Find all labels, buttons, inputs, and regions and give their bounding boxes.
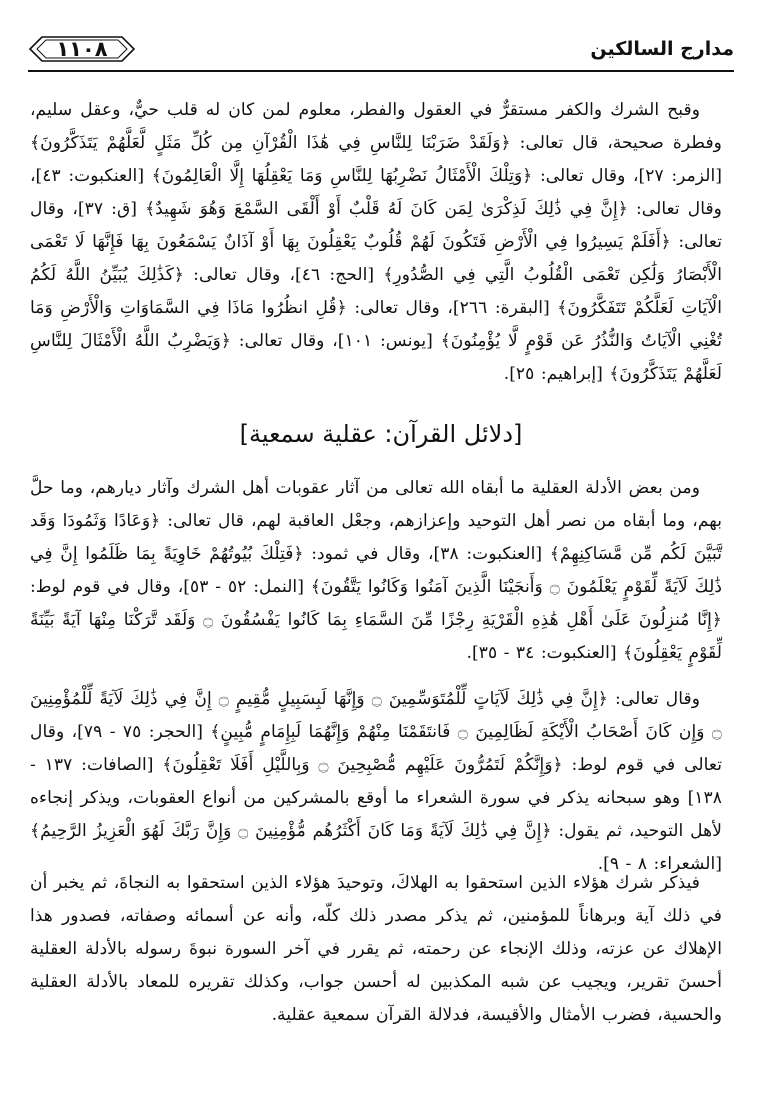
header-rule — [28, 70, 734, 72]
page-number: ١١٠٨ — [56, 37, 108, 61]
section-heading: [دلائل القرآن: عقلية سمعية] — [239, 420, 523, 448]
page-number-box — [28, 34, 136, 64]
paragraph-4: فيذكر شرك هؤلاء الذين استحقوا به الهلاكَ، وتوحيدَ هؤلاء الذين استحقوا به النجاةَ، ثم يخبر أن في ذلك آية وبرهاناً للمؤمنين، ثم يذكر مصدر ذلك كلّه، وأنه عن أسمائه وصفاته، فصدور هذا الإهلاك عن عزته، وذلك الإنجاء عن رحمته، ثم يقرر في آخر السورة نبوةَ رسوله بالأدلة العقلية أحسنَ تقرير، ويجيب عن شبه المكذبين له أحسن جواب، وكذلك تقريره للمعاد بالأدلة العقلية والحسية، فضرب الأمثال والأقيسة، فدلالة القرآن سمعية عقلية. — [30, 873, 722, 1025]
page-header — [28, 28, 734, 72]
paragraph-2: ومن بعض الأدلة العقلية ما أبقاه الله تعالى من آثار عقوبات أهل الشرك وآثار ديارهم، وما حلَّ بهم، وما أبقاه من نصر أهل التوحيد وإعزازهم، وجعْل العاقبة لهم، قال تعالى: ﴿وَعَادًا وَثَمُودَا وَقَد تَّبَيَّنَ لَكُم مِّن مَّسَاكِنِهِمْ﴾ [العنكبوت: ٣٨]، وقال في ثمود: ﴿فَتِلْكَ بُيُوتُهُمْ خَاوِيَةً بِمَا ظَلَمُوا إِنَّ فِي ذَٰلِكَ لَآيَةً لِّقَوْمٍ يَعْلَمُونَ ۝ وَأَنجَيْنَا الَّذِينَ آمَنُوا وَكَانُوا يَتَّقُونَ﴾ [النمل: ٥٢ - ٥٣]، وقال في قوم لوط: ﴿إِنَّا مُنزِلُونَ عَلَىٰ أَهْلِ هَٰذِهِ الْقَرْيَةِ رِجْزًا مِّنَ السَّمَاءِ بِمَا كَانُوا يَفْسُقُونَ ۝ وَلَقَد تَّرَكْنَا مِنْهَا آيَةً بَيِّنَةً لِّقَوْمٍ يَعْقِلُونَ﴾ [العنكبوت: ٣٤ - ٣٥]. — [30, 478, 723, 663]
paragraph-1: وقبح الشرك والكفر مستقرٌّ في العقول والفطر، معلوم لمن كان له قلب حيٌّ، وعقل سليم، وفطرة صحيحة، قال تعالى: ﴿وَلَقَدْ ضَرَبْنَا لِلنَّاسِ فِي هَٰذَا الْقُرْآنِ مِن كُلِّ مَثَلٍ لَّعَلَّهُمْ يَتَذَكَّرُونَ﴾ [الزمر: ٢٧]، وقال تعالى: ﴿وَتِلْكَ الْأَمْثَالُ نَضْرِبُهَا لِلنَّاسِ وَمَا يَعْقِلُهَا إِلَّا الْعَالِمُونَ﴾ [العنكبوت: ٤٣]، وقال تعالى: ﴿إِنَّ فِي ذَٰلِكَ لَذِكْرَىٰ لِمَن كَانَ لَهُ قَلْبٌ أَوْ أَلْقَى السَّمْعَ وَهُوَ شَهِيدٌ﴾ [ق: ٣٧]، وقال تعالى: ﴿أَفَلَمْ يَسِيرُوا فِي الْأَرْضِ فَتَكُونَ لَهُمْ قُلُوبٌ يَعْقِلُونَ بِهَا أَوْ آذَانٌ يَسْمَعُونَ بِهَا فَإِنَّهَا لَا تَعْمَى الْأَبْصَارُ وَلَٰكِن تَعْمَى الْقُلُوبُ الَّتِي فِي الصُّدُورِ﴾ [الحج: ٤٦]، وقال تعالى: ﴿كَذَٰلِكَ يُبَيِّنُ اللَّهُ لَكُمُ الْآيَاتِ لَعَلَّكُمْ تَتَفَكَّرُونَ﴾ [البقرة: ٢٦٦]، وقال تعالى: ﴿قُلِ انظُرُوا مَاذَا فِي السَّمَاوَاتِ وَالْأَرْضِ وَمَا تُغْنِي الْآيَاتُ وَالنُّذُرُ عَن قَوْمٍ لَّا يُؤْمِنُونَ﴾ [يونس: ١٠١]، وقال تعالى: ﴿وَيَضْرِبُ اللَّهُ الْأَمْثَالَ لِلنَّاسِ لَعَلَّهُمْ يَتَذَكَّرُونَ﴾ [إبراهيم: ٢٥]. — [30, 100, 722, 384]
running-title: مدارج السالكين — [590, 38, 734, 60]
paragraph-3: وقال تعالى: ﴿إِنَّ فِي ذَٰلِكَ لَآيَاتٍ لِّلْمُتَوَسِّمِينَ ۝ وَإِنَّهَا لَبِسَبِيلٍ مُّقِيمٍ ۝ إِنَّ فِي ذَٰلِكَ لَآيَةً لِّلْمُؤْمِنِينَ ۝ وَإِن كَانَ أَصْحَابُ الْأَيْكَةِ لَظَالِمِينَ ۝ فَانتَقَمْنَا مِنْهُمْ وَإِنَّهُمَا لَبِإِمَامٍ مُّبِينٍ﴾ [الحجر: ٧٥ - ٧٩]، وقال تعالى في قوم لوط: ﴿وَإِنَّكُمْ لَتَمُرُّونَ عَلَيْهِم مُّصْبِحِينَ ۝ وَبِاللَّيْلِ أَفَلَا تَعْقِلُونَ﴾ [الصافات: ١٣٧ - ١٣٨] وهو سبحانه يذكر في سورة الشعراء ما أوقع بالمشركين من أنواع العقوبات، ويذكر إنجاءه لأهل التوحيد، ثم يقول: ﴿إِنَّ فِي ذَٰلِكَ لَآيَةً وَمَا كَانَ أَكْثَرُهُم مُّؤْمِنِينَ ۝ وَإِنَّ رَبَّكَ لَهُوَ الْعَزِيزُ الرَّحِيمُ﴾ [الشعراء: ٨ - ٩]. — [30, 689, 722, 874]
